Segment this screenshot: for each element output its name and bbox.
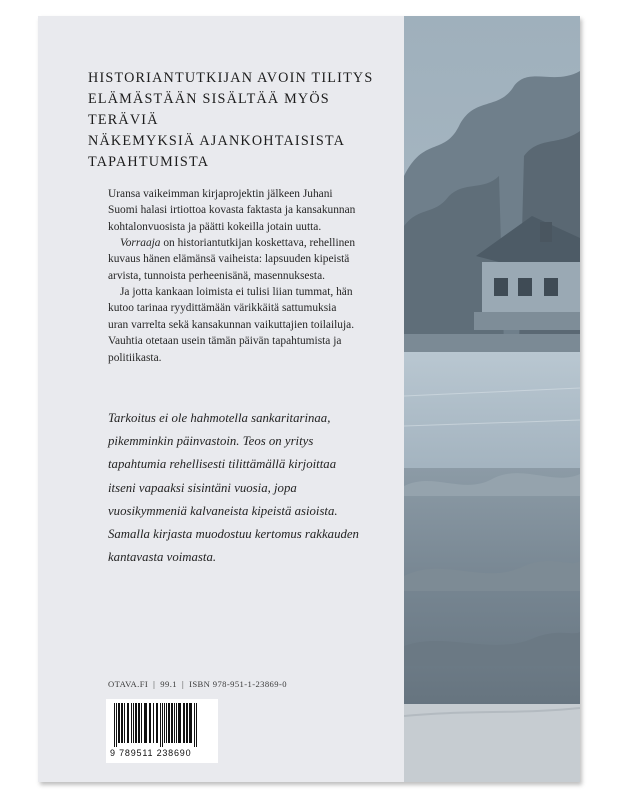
barcode-bar [162,703,163,747]
text-line: kohtalonvuosista ja päätti kokeilla jotain uutta. [108,220,322,233]
barcode-bar [196,703,197,747]
barcode-bar [135,703,137,743]
barcode [106,699,218,763]
barcode-bar [153,703,154,743]
barcode-bar [156,703,158,743]
back-cover-heading [88,68,398,173]
text-line: kuvaus hänen elämänsä vaiheista: lapsuuden kipeistä [108,253,350,266]
text-line: arvista, tunnoista perheenisänä, masennuksesta. [108,269,325,282]
barcode-bar [168,703,170,743]
quote-line: pikemminkin päinvastoin. Teos on yritys [108,434,314,449]
barcode-bar [164,703,165,743]
barcode-bar [174,703,175,743]
heading-line: NÄKEMYKSIÄ AJANKOHTAISISTA [88,133,346,149]
barcode-bar [166,703,167,743]
quote-line: vuosikymmeniä kalvaneista kipeistä asioista. [108,503,338,518]
text-line: uran varrelta sekä kansakunnan vaikuttajien toilailuja. [108,318,355,331]
barcode-bar [183,703,185,743]
text-line: Uransa vaikeimman kirjaprojektin jälkeen Juhani [108,188,333,200]
book-title: Vorraaja [120,237,161,249]
barcode-bar [171,703,173,743]
barcode-bar [149,703,151,743]
separator: | [181,679,185,689]
description-paragraph-3 [108,284,390,366]
barcode-bar [191,703,192,743]
text-line: on historiantutkijan koskettava, rehellinen [160,237,356,249]
barcode-bar [116,703,117,747]
heading-line: HISTORIANTUTKIJAN AVOIN TILITYS [88,70,374,86]
description-paragraph-2 [108,235,390,284]
publisher-info [108,679,408,689]
heading-line: ELÄMÄSTÄÄN SISÄLTÄÄ MYÖS TERÄVIÄ [88,91,330,128]
barcode-bar [141,703,142,743]
text-line: kutoo tarinaa ryydittämään värikkäitä sattumuksia [108,302,337,315]
barcode-bars [112,703,212,747]
barcode-bar [127,703,129,743]
barcode-bar [133,703,134,743]
heading-line: TAPAHTUMISTA [88,154,210,170]
quote-line: tapahtumia rehellisesti tilittämällä kirjoittaa [108,457,337,472]
barcode-bar [124,703,125,743]
text-line: Ja jotta kankaan loimista ei tulisi liian tummat, hän [120,286,353,298]
description-paragraph-1 [108,186,390,235]
barcode-bar [121,703,123,743]
barcode-bar [144,703,146,743]
author-quote [108,407,418,569]
barcode-bar [178,703,180,743]
barcode-bar [114,703,115,747]
publisher-url: OTAVA.FI [108,679,149,689]
photo-illustration [404,16,580,782]
quote-line: Samalla kirjasta muodostuu kertomus rakkauden [108,527,359,542]
classification-code: 99.1 [160,679,177,689]
text-line: Vauhtia otetaan usein tämän päivän tapahtumista ja [108,335,342,348]
barcode-bar [194,703,195,747]
barcode-bar [118,703,120,743]
barcode-bar [180,703,181,743]
separator: | [153,679,156,689]
text-line: Suomi halasi irtiottoa kovasta faktasta ja kansakunnan [108,204,356,217]
barcode-bar [186,703,188,743]
quote-line: itseni vapaaksi sisintäni vuosia, jopa [108,480,297,495]
barcode-bar [138,703,140,743]
barcode-bar [146,703,147,743]
isbn: ISBN 978-951-1-23869-0 [189,679,287,689]
book-back-cover [38,16,580,782]
barcode-number: 9 789511 238690 [110,748,192,758]
quote-line: kantavasta voimasta. [108,550,217,565]
text-line: politiikasta. [108,351,162,364]
barcode-bar [131,703,132,743]
lakeside-house-photo [404,16,580,782]
barcode-bar [176,703,177,743]
barcode-bar [189,703,191,743]
barcode-bar [160,703,161,747]
quote-line: Tarkoitus ei ole hahmotella sankaritarinaa, [108,411,331,425]
